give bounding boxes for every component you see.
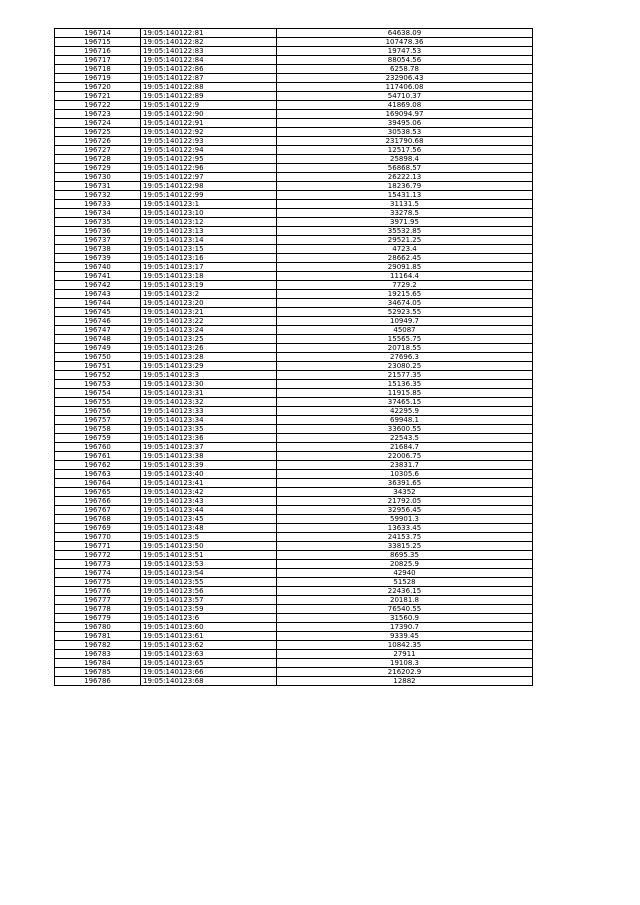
record-number-cell: 196780 [55, 623, 141, 632]
table-row [55, 236, 533, 245]
cadastral-number-cell: 19:05:140123:44 [141, 506, 277, 515]
table-row [55, 200, 533, 209]
table-row [55, 101, 533, 110]
cadastral-number-cell: 19:05:140122:94 [141, 146, 277, 155]
table-row [55, 65, 533, 74]
table-row [55, 389, 533, 398]
table-row [55, 362, 533, 371]
record-number-cell: 196740 [55, 263, 141, 272]
cadastral-number-cell: 19:05:140122:84 [141, 56, 277, 65]
record-number-cell: 196782 [55, 641, 141, 650]
cadastral-number-cell: 19:05:140123:38 [141, 452, 277, 461]
record-number-cell: 196758 [55, 425, 141, 434]
cadastral-number-cell: 19:05:140123:24 [141, 326, 277, 335]
record-number-cell: 196748 [55, 335, 141, 344]
record-number-cell: 196746 [55, 317, 141, 326]
cadastral-number-cell: 19:05:140122:88 [141, 83, 277, 92]
record-number-cell: 196733 [55, 200, 141, 209]
record-number-cell: 196781 [55, 632, 141, 641]
table-row [55, 38, 533, 47]
value-cell: 15565.75 [277, 335, 533, 344]
record-number-cell: 196739 [55, 254, 141, 263]
value-cell: 232906.43 [277, 74, 533, 83]
value-cell: 31131.5 [277, 200, 533, 209]
cadastral-number-cell: 19:05:140123:13 [141, 227, 277, 236]
table-row [55, 47, 533, 56]
record-number-cell: 196773 [55, 560, 141, 569]
cadastral-number-cell: 19:05:140123:62 [141, 641, 277, 650]
cadastral-number-cell: 19:05:140123:68 [141, 677, 277, 686]
cadastral-number-cell: 19:05:140123:59 [141, 605, 277, 614]
record-number-cell: 196716 [55, 47, 141, 56]
record-number-cell: 196720 [55, 83, 141, 92]
cadastral-number-cell: 19:05:140123:50 [141, 542, 277, 551]
table-row [55, 29, 533, 38]
value-cell: 33278.5 [277, 209, 533, 218]
table-row [55, 461, 533, 470]
table-row [55, 623, 533, 632]
record-number-cell: 196731 [55, 182, 141, 191]
table-row [55, 155, 533, 164]
value-cell: 15431.13 [277, 191, 533, 200]
cadastral-number-cell: 19:05:140122:97 [141, 173, 277, 182]
record-number-cell: 196738 [55, 245, 141, 254]
value-cell: 32956.45 [277, 506, 533, 515]
record-number-cell: 196727 [55, 146, 141, 155]
table-row [55, 407, 533, 416]
value-cell: 24153.75 [277, 533, 533, 542]
table-row [55, 569, 533, 578]
record-number-cell: 196717 [55, 56, 141, 65]
value-cell: 52923.55 [277, 308, 533, 317]
record-number-cell: 196776 [55, 587, 141, 596]
record-number-cell: 196736 [55, 227, 141, 236]
value-cell: 19215.65 [277, 290, 533, 299]
table-row [55, 254, 533, 263]
value-cell: 35532.85 [277, 227, 533, 236]
value-cell: 231790.68 [277, 137, 533, 146]
table-row [55, 137, 533, 146]
record-number-cell: 196769 [55, 524, 141, 533]
value-cell: 21577.35 [277, 371, 533, 380]
cadastral-number-cell: 19:05:140123:25 [141, 335, 277, 344]
record-number-cell: 196761 [55, 452, 141, 461]
value-cell: 34352 [277, 488, 533, 497]
table-row [55, 227, 533, 236]
value-cell: 28662.45 [277, 254, 533, 263]
value-cell: 3971.95 [277, 218, 533, 227]
record-number-cell: 196768 [55, 515, 141, 524]
value-cell: 25898.4 [277, 155, 533, 164]
cadastral-number-cell: 19:05:140122:9 [141, 101, 277, 110]
record-number-cell: 196745 [55, 308, 141, 317]
record-number-cell: 196723 [55, 110, 141, 119]
value-cell: 30538.53 [277, 128, 533, 137]
record-number-cell: 196730 [55, 173, 141, 182]
value-cell: 12517.56 [277, 146, 533, 155]
table-row [55, 524, 533, 533]
record-number-cell: 196732 [55, 191, 141, 200]
table-row [55, 209, 533, 218]
table-row [55, 263, 533, 272]
cadastral-number-cell: 19:05:140123:63 [141, 650, 277, 659]
value-cell: 20825.9 [277, 560, 533, 569]
value-cell: 19747.53 [277, 47, 533, 56]
value-cell: 56868.57 [277, 164, 533, 173]
value-cell: 20181.8 [277, 596, 533, 605]
table-row [55, 299, 533, 308]
value-cell: 76540.55 [277, 605, 533, 614]
cadastral-number-cell: 19:05:140123:1 [141, 200, 277, 209]
record-number-cell: 196729 [55, 164, 141, 173]
table-row [55, 434, 533, 443]
value-cell: 10949.7 [277, 317, 533, 326]
cadastral-number-cell: 19:05:140123:51 [141, 551, 277, 560]
record-number-cell: 196765 [55, 488, 141, 497]
table-row [55, 506, 533, 515]
value-cell: 59901.3 [277, 515, 533, 524]
record-number-cell: 196722 [55, 101, 141, 110]
table-row [55, 587, 533, 596]
value-cell: 21684.7 [277, 443, 533, 452]
value-cell: 51528 [277, 578, 533, 587]
record-number-cell: 196786 [55, 677, 141, 686]
table-row [55, 479, 533, 488]
cadastral-number-cell: 19:05:140122:98 [141, 182, 277, 191]
record-number-cell: 196737 [55, 236, 141, 245]
value-cell: 10842.35 [277, 641, 533, 650]
cadastral-number-cell: 19:05:140123:34 [141, 416, 277, 425]
cadastral-number-cell: 19:05:140122:81 [141, 29, 277, 38]
table-row [55, 56, 533, 65]
cadastral-number-cell: 19:05:140122:95 [141, 155, 277, 164]
table-row [55, 605, 533, 614]
value-cell: 23080.25 [277, 362, 533, 371]
table-row [55, 128, 533, 137]
value-cell: 54710.37 [277, 92, 533, 101]
value-cell: 216202.9 [277, 668, 533, 677]
record-number-cell: 196741 [55, 272, 141, 281]
cadastral-number-cell: 19:05:140123:65 [141, 659, 277, 668]
table-body [55, 29, 533, 686]
table-row [55, 74, 533, 83]
table-row [55, 488, 533, 497]
table-row [55, 470, 533, 479]
record-number-cell: 196752 [55, 371, 141, 380]
value-cell: 29091.85 [277, 263, 533, 272]
table-row [55, 191, 533, 200]
table-row [55, 677, 533, 686]
table-row [55, 290, 533, 299]
record-number-cell: 196742 [55, 281, 141, 290]
value-cell: 69948.1 [277, 416, 533, 425]
table-row [55, 344, 533, 353]
table-row [55, 560, 533, 569]
cadastral-number-cell: 19:05:140123:57 [141, 596, 277, 605]
value-cell: 42295.9 [277, 407, 533, 416]
record-number-cell: 196770 [55, 533, 141, 542]
value-cell: 117406.08 [277, 83, 533, 92]
table-row [55, 218, 533, 227]
record-number-cell: 196764 [55, 479, 141, 488]
record-number-cell: 196750 [55, 353, 141, 362]
cadastral-number-cell: 19:05:140123:60 [141, 623, 277, 632]
cadastral-number-cell: 19:05:140123:41 [141, 479, 277, 488]
record-number-cell: 196735 [55, 218, 141, 227]
table-row [55, 326, 533, 335]
table-row [55, 497, 533, 506]
value-cell: 15136.35 [277, 380, 533, 389]
record-number-cell: 196757 [55, 416, 141, 425]
cadastral-number-cell: 19:05:140123:14 [141, 236, 277, 245]
value-cell: 107478.36 [277, 38, 533, 47]
value-cell: 20718.55 [277, 344, 533, 353]
value-cell: 13633.45 [277, 524, 533, 533]
record-number-cell: 196755 [55, 398, 141, 407]
cadastral-number-cell: 19:05:140123:43 [141, 497, 277, 506]
record-number-cell: 196721 [55, 92, 141, 101]
cadastral-number-cell: 19:05:140123:15 [141, 245, 277, 254]
value-cell: 12882 [277, 677, 533, 686]
table-row [55, 380, 533, 389]
record-number-cell: 196772 [55, 551, 141, 560]
cadastral-number-cell: 19:05:140122:82 [141, 38, 277, 47]
table-row [55, 515, 533, 524]
cadastral-number-cell: 19:05:140123:22 [141, 317, 277, 326]
table-row [55, 92, 533, 101]
value-cell: 7729.2 [277, 281, 533, 290]
cadastral-number-cell: 19:05:140122:90 [141, 110, 277, 119]
table-row [55, 452, 533, 461]
record-number-cell: 196718 [55, 65, 141, 74]
data-table [54, 28, 533, 686]
record-number-cell: 196777 [55, 596, 141, 605]
record-number-cell: 196747 [55, 326, 141, 335]
table-row [55, 281, 533, 290]
cadastral-number-cell: 19:05:140123:17 [141, 263, 277, 272]
cadastral-number-cell: 19:05:140122:93 [141, 137, 277, 146]
cadastral-number-cell: 19:05:140123:20 [141, 299, 277, 308]
value-cell: 34674.05 [277, 299, 533, 308]
record-number-cell: 196785 [55, 668, 141, 677]
table-row [55, 245, 533, 254]
value-cell: 169094.97 [277, 110, 533, 119]
record-number-cell: 196775 [55, 578, 141, 587]
cadastral-number-cell: 19:05:140123:19 [141, 281, 277, 290]
value-cell: 4723.4 [277, 245, 533, 254]
table-row [55, 173, 533, 182]
value-cell: 29521.25 [277, 236, 533, 245]
table-row [55, 416, 533, 425]
value-cell: 37465.15 [277, 398, 533, 407]
record-number-cell: 196714 [55, 29, 141, 38]
table-row [55, 425, 533, 434]
value-cell: 23831.7 [277, 461, 533, 470]
table-row [55, 551, 533, 560]
value-cell: 11164.4 [277, 272, 533, 281]
value-cell: 22006.75 [277, 452, 533, 461]
table-row [55, 308, 533, 317]
value-cell: 39495.06 [277, 119, 533, 128]
cadastral-number-cell: 19:05:140123:31 [141, 389, 277, 398]
table-row [55, 650, 533, 659]
table-row [55, 317, 533, 326]
cadastral-number-cell: 19:05:140122:87 [141, 74, 277, 83]
table-row [55, 533, 533, 542]
table-row [55, 398, 533, 407]
record-number-cell: 196744 [55, 299, 141, 308]
table-row [55, 353, 533, 362]
table-row [55, 632, 533, 641]
value-cell: 27696.3 [277, 353, 533, 362]
cadastral-number-cell: 19:05:140122:89 [141, 92, 277, 101]
table-row [55, 146, 533, 155]
cadastral-number-cell: 19:05:140122:96 [141, 164, 277, 173]
cadastral-number-cell: 19:05:140123:42 [141, 488, 277, 497]
record-number-cell: 196778 [55, 605, 141, 614]
table-row [55, 335, 533, 344]
record-number-cell: 196762 [55, 461, 141, 470]
cadastral-number-cell: 19:05:140123:16 [141, 254, 277, 263]
record-number-cell: 196753 [55, 380, 141, 389]
value-cell: 21792.05 [277, 497, 533, 506]
value-cell: 17390.7 [277, 623, 533, 632]
cadastral-number-cell: 19:05:140123:37 [141, 443, 277, 452]
value-cell: 64638.09 [277, 29, 533, 38]
value-cell: 31560.9 [277, 614, 533, 623]
cadastral-number-cell: 19:05:140123:35 [141, 425, 277, 434]
cadastral-number-cell: 19:05:140123:45 [141, 515, 277, 524]
table-row [55, 272, 533, 281]
cadastral-number-cell: 19:05:140123:56 [141, 587, 277, 596]
cadastral-number-cell: 19:05:140122:91 [141, 119, 277, 128]
cadastral-number-cell: 19:05:140122:83 [141, 47, 277, 56]
value-cell: 88054.56 [277, 56, 533, 65]
value-cell: 33600.55 [277, 425, 533, 434]
record-number-cell: 196724 [55, 119, 141, 128]
record-number-cell: 196715 [55, 38, 141, 47]
table-row [55, 596, 533, 605]
cadastral-number-cell: 19:05:140123:66 [141, 668, 277, 677]
cadastral-number-cell: 19:05:140122:99 [141, 191, 277, 200]
record-number-cell: 196719 [55, 74, 141, 83]
table-row [55, 371, 533, 380]
cadastral-number-cell: 19:05:140123:48 [141, 524, 277, 533]
table-row [55, 578, 533, 587]
record-number-cell: 196774 [55, 569, 141, 578]
value-cell: 11915.85 [277, 389, 533, 398]
cadastral-number-cell: 19:05:140123:2 [141, 290, 277, 299]
cadastral-number-cell: 19:05:140123:18 [141, 272, 277, 281]
value-cell: 8695.35 [277, 551, 533, 560]
value-cell: 42940 [277, 569, 533, 578]
cadastral-number-cell: 19:05:140123:33 [141, 407, 277, 416]
cadastral-number-cell: 19:05:140123:5 [141, 533, 277, 542]
value-cell: 41869.08 [277, 101, 533, 110]
table-row [55, 119, 533, 128]
record-number-cell: 196766 [55, 497, 141, 506]
value-cell: 19108.3 [277, 659, 533, 668]
table-row [55, 182, 533, 191]
record-number-cell: 196728 [55, 155, 141, 164]
cadastral-number-cell: 19:05:140123:39 [141, 461, 277, 470]
cadastral-number-cell: 19:05:140123:26 [141, 344, 277, 353]
cadastral-number-cell: 19:05:140123:32 [141, 398, 277, 407]
cadastral-number-cell: 19:05:140122:86 [141, 65, 277, 74]
table-row [55, 641, 533, 650]
table-row [55, 614, 533, 623]
cadastral-number-cell: 19:05:140122:92 [141, 128, 277, 137]
record-number-cell: 196743 [55, 290, 141, 299]
record-number-cell: 196751 [55, 362, 141, 371]
table-row [55, 110, 533, 119]
cadastral-number-cell: 19:05:140123:3 [141, 371, 277, 380]
record-number-cell: 196756 [55, 407, 141, 416]
table-row [55, 542, 533, 551]
value-cell: 6258.78 [277, 65, 533, 74]
cadastral-number-cell: 19:05:140123:10 [141, 209, 277, 218]
value-cell: 10305.6 [277, 470, 533, 479]
cadastral-number-cell: 19:05:140123:40 [141, 470, 277, 479]
record-number-cell: 196763 [55, 470, 141, 479]
record-number-cell: 196754 [55, 389, 141, 398]
record-number-cell: 196759 [55, 434, 141, 443]
table-row [55, 83, 533, 92]
value-cell: 26222.13 [277, 173, 533, 182]
record-number-cell: 196771 [55, 542, 141, 551]
value-cell: 9339.45 [277, 632, 533, 641]
value-cell: 22543.5 [277, 434, 533, 443]
cadastral-number-cell: 19:05:140123:54 [141, 569, 277, 578]
cadastral-number-cell: 19:05:140123:12 [141, 218, 277, 227]
value-cell: 27911 [277, 650, 533, 659]
cadastral-number-cell: 19:05:140123:6 [141, 614, 277, 623]
record-number-cell: 196783 [55, 650, 141, 659]
value-cell: 36391.65 [277, 479, 533, 488]
table-row [55, 164, 533, 173]
record-number-cell: 196726 [55, 137, 141, 146]
cadastral-number-cell: 19:05:140123:55 [141, 578, 277, 587]
cadastral-number-cell: 19:05:140123:28 [141, 353, 277, 362]
cadastral-number-cell: 19:05:140123:53 [141, 560, 277, 569]
record-number-cell: 196725 [55, 128, 141, 137]
table-row [55, 659, 533, 668]
cadastral-number-cell: 19:05:140123:36 [141, 434, 277, 443]
cadastral-number-cell: 19:05:140123:61 [141, 632, 277, 641]
value-cell: 22436.15 [277, 587, 533, 596]
table-row [55, 668, 533, 677]
record-number-cell: 196734 [55, 209, 141, 218]
value-cell: 45087 [277, 326, 533, 335]
record-number-cell: 196784 [55, 659, 141, 668]
cadastral-number-cell: 19:05:140123:29 [141, 362, 277, 371]
record-number-cell: 196749 [55, 344, 141, 353]
record-number-cell: 196779 [55, 614, 141, 623]
value-cell: 33815.25 [277, 542, 533, 551]
value-cell: 18236.79 [277, 182, 533, 191]
cadastral-number-cell: 19:05:140123:30 [141, 380, 277, 389]
cadastral-number-cell: 19:05:140123:21 [141, 308, 277, 317]
table-row [55, 443, 533, 452]
record-number-cell: 196760 [55, 443, 141, 452]
record-number-cell: 196767 [55, 506, 141, 515]
